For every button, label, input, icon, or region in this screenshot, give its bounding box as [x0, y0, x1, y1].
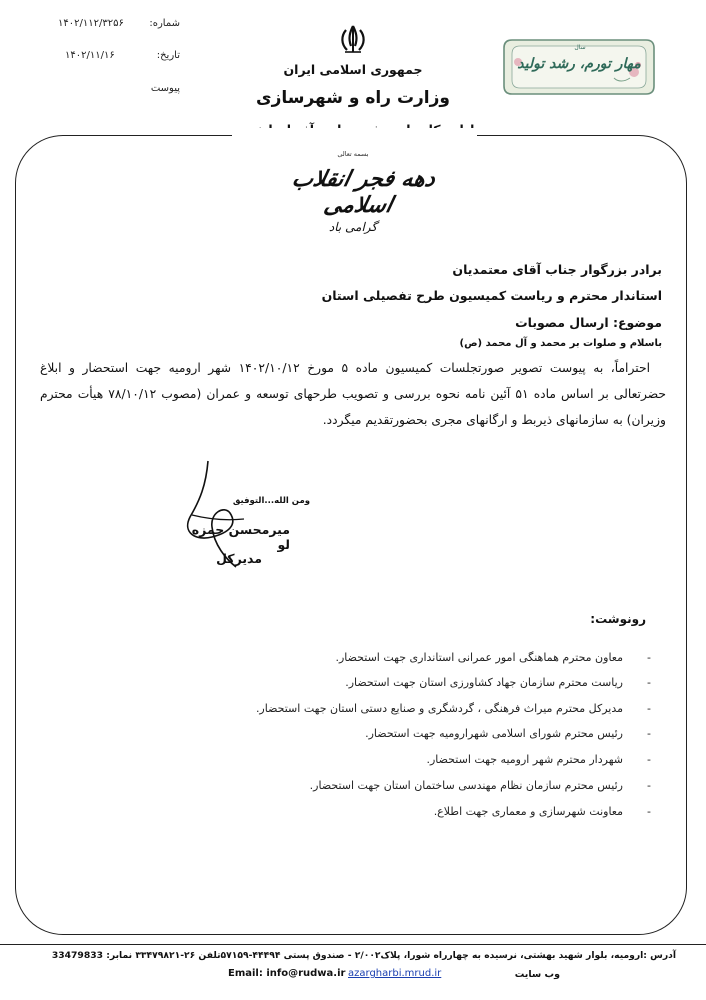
- subject-line: موضوع: ارسال مصوبات: [515, 315, 662, 330]
- cc-item: -ریاست محترم سازمان جهاد کشاورزی استان جهت استحضار.: [345, 676, 651, 689]
- attachment-label: پیوست: [150, 83, 180, 94]
- cc-item: -رئیس محترم سازمان نظام مهندسی ساختمان استان جهت استحضار.: [309, 779, 651, 792]
- country-name: جمهوری اسلامی ایران: [283, 62, 423, 77]
- footer-website-label: وب سایت: [514, 969, 560, 980]
- ministry-name: وزارت راه و شهرسازی: [255, 88, 450, 108]
- iran-emblem-icon: [338, 24, 368, 56]
- year-slogan-badge: [498, 32, 660, 102]
- footer-address: آدرس :ارومیه، بلوار شهید بهشتی، نرسیده به چهارراه شورا، پلاک۲/۰۰۲ - صندوق پستی ۴۴۴۹۴-۵۷۱۵۹تلفن ۲۶-۳۳۴۷۹۸۲۱ نمابر: 33479833: [51, 950, 676, 961]
- cc-item: -شهردار محترم شهر ارومیه جهت استحضار.: [426, 753, 651, 766]
- slogan-calligraphy: دهه فجر انقلاب اسلامی: [289, 166, 438, 218]
- date-label: تاریخ:: [156, 50, 180, 61]
- cc-title: رونوشت:: [590, 612, 646, 626]
- footer-website-link[interactable]: azargharbi.mrud.ir: [348, 968, 442, 979]
- slogan-tail: گرامی باد: [328, 220, 378, 234]
- footer-divider: [0, 944, 706, 945]
- cc-item: -معاونت شهرسازی و معماری جهت اطلاع.: [433, 805, 651, 818]
- badge-text: مهار تورم، رشد تولید: [517, 56, 641, 72]
- frame-gap: [232, 128, 477, 142]
- number-value: ۱۴۰۲/۱۱۲/۳۲۵۶: [58, 18, 124, 29]
- signer-name: میرمحسن حمزه لو: [191, 522, 290, 552]
- closing-phrase: ومن الله...التوفیق: [232, 496, 310, 506]
- letter-body: احتراماً، به پیوست تصویر صورتجلسات کمیسیون ماده ۵ مورخ ۱۴۰۲/۱۰/۱۲ شهر ارومیه جهت استحضار و ابلاغ حضرتعالی بر اساس ماده ۵۱ آئین نامه نحوه بررسی و تصویب طرحهای توسعه و عمران (مصوب ۷۸/۱۰/۱۲ هیأت محترم وزیران) به سازمانهای ذیربط و ارگانهای مجری بحضورتقدیم میگردد.: [40, 361, 666, 427]
- recipient-line-2: استاندار محترم و ریاست کمیسیون طرح تفصیلی استان: [321, 288, 662, 303]
- recipient-line-1: برادر بزرگوار جناب آقای معتمدیان: [452, 262, 662, 277]
- cc-item: -معاون محترم هماهنگی امور عمرانی استانداری جهت استحضار.: [335, 651, 651, 664]
- cc-item: -رئیس محترم شورای اسلامی شهرارومیه جهت استحضار.: [365, 727, 651, 740]
- footer-email[interactable]: Email: info@rudwa.ir: [228, 968, 346, 979]
- badge-small-text: سال: [574, 44, 586, 51]
- bismillah: بسمه تعالی: [337, 150, 369, 158]
- date-value: ۱۴۰۲/۱۱/۱۶: [65, 50, 115, 61]
- signer-title: مدیرکل: [216, 551, 262, 566]
- number-label: شماره:: [149, 18, 180, 29]
- cc-item: -مدیرکل محترم میراث فرهنگی ، گردشگری و صنایع دستی استان جهت استحضار.: [255, 702, 651, 715]
- greeting-line: باسلام و صلوات بر محمد و آل محمد (ص): [459, 338, 662, 349]
